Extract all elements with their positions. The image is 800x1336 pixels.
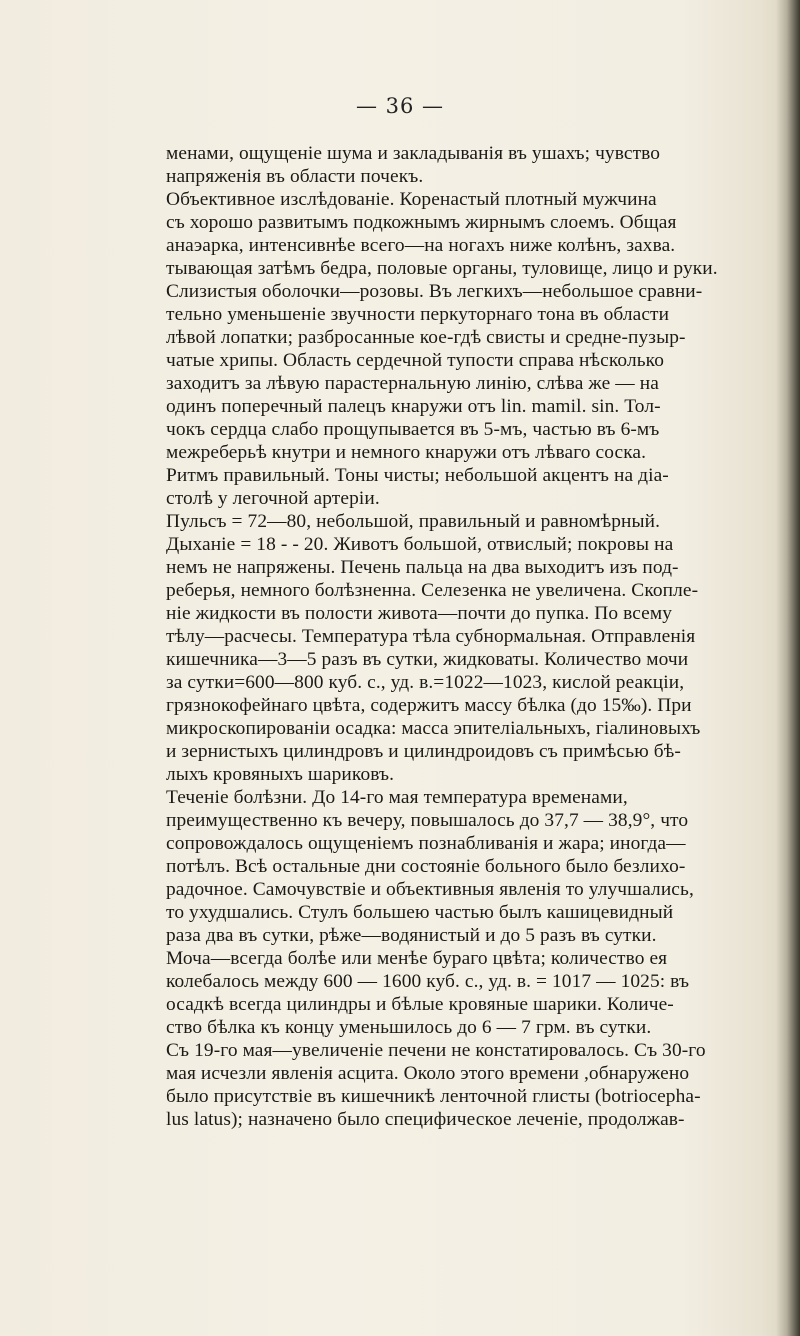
- text-line: реберья, немного болѣзненна. Селезенка не увеличена. Скопле-: [166, 580, 699, 601]
- text-line: чатые хрипы. Область сердечной тупости справа нѣсколько: [166, 350, 664, 371]
- text-line: и зернистыхъ цилиндровъ и цилиндроидовъ съ примѣсью бѣ-: [166, 741, 681, 762]
- text-line: осадкѣ всегда цилиндры и бѣлые кровяные шарики. Количе-: [166, 994, 674, 1015]
- text-line: межреберьѣ кнутри и немного кнаружи отъ лѣваго соска.: [166, 442, 647, 463]
- text-line: Пульсъ = 72—80, небольшой, правильный и равномѣрный.: [166, 511, 661, 532]
- text-line: потѣлъ. Всѣ остальные дни состояніе больного было безлихо-: [166, 856, 686, 877]
- text-line: Теченіе болѣзни. До 14-го мая температура временами,: [166, 787, 628, 808]
- text-line: радочное. Самочувствіе и объективныя явленія то улучшались,: [166, 879, 694, 900]
- text-line: Слизистыя оболочки—розовы. Въ легкихъ—небольшое сравни-: [166, 281, 703, 302]
- text-line: раза два въ сутки, рѣже—водянистый и до 5 разъ въ сутки.: [166, 925, 657, 946]
- text-line: напряженія въ области почекъ.: [166, 166, 424, 187]
- text-line: ніе жидкости въ полости живота—почти до пупка. По всему: [166, 603, 673, 624]
- text-line: менами, ощущеніе шума и закладыванія въ ушахъ; чувство: [166, 143, 661, 164]
- text-line: лѣвой лопатки; разбросанные кое-гдѣ свисты и средне-пузыр-: [166, 327, 686, 348]
- text-line: микроскопированіи осадка: масса эпителіальныхъ, гіалиновыхъ: [166, 718, 701, 739]
- text-line: Моча—всегда болѣе или менѣе бураго цвѣта; количество ея: [166, 948, 668, 969]
- text-line: столѣ у легочной артеріи.: [166, 488, 380, 509]
- text-line: Объективное изслѣдованіе. Коренастый плотный мужчина: [166, 189, 657, 210]
- text-line: грязнокофейнаго цвѣта, содержитъ массу бѣлка (до 15‰). При: [166, 695, 692, 716]
- text-line: колебалось между 600 — 1600 куб. с., уд. в. = 1017 — 1025: въ: [166, 971, 690, 992]
- text-line: было присутствіе въ кишечникѣ ленточной глисты (botriocepha-: [166, 1086, 701, 1107]
- text-line: одинъ поперечный палецъ кнаружи отъ lin. mamil. sin. Тол-: [166, 396, 661, 417]
- text-line: тельно уменьшеніе звучности перкуторнаго тона въ области: [166, 304, 670, 325]
- text-line: Ритмъ правильный. Тоны чисты; небольшой акцентъ на діа-: [166, 465, 669, 486]
- text-line: кишечника—3—5 разъ въ сутки, жидковаты. Количество мочи: [166, 649, 689, 670]
- text-line: тѣлу—расчесы. Температура тѣла субнормальная. Отправленія: [166, 626, 696, 647]
- text-line: немъ не напряжены. Печень пальца на два выходитъ изъ под-: [166, 557, 679, 578]
- text-line: заходитъ за лѣвую парастернальную линію, слѣва же — на: [166, 373, 659, 394]
- text-line: за сутки=600—800 куб. с., уд. в.=1022—1023, кислой реакціи,: [166, 672, 685, 693]
- text-line: анаэарка, интенсивнѣе всего—на ногахъ ниже колѣнъ, захва.: [166, 235, 676, 256]
- text-line: Дыханіе = 18 - - 20. Животъ большой, отвислый; покровы на: [166, 534, 674, 555]
- text-line: съ хорошо развитымъ подкожнымъ жирнымъ слоемъ. Общая: [166, 212, 677, 233]
- text-line: тывающая затѣмъ бедра, половые органы, туловище, лицо и руки.: [166, 258, 718, 279]
- text-line: чокъ сердца слабо прощупывается въ 5-мъ, частью въ 6-мъ: [166, 419, 660, 440]
- text-line: преимущественно къ вечеру, повышалось до 37,7 — 38,9°, что: [166, 810, 689, 831]
- page-number: — 36 —: [355, 94, 445, 118]
- page-edge-shadow: [776, 0, 800, 1336]
- text-line: сопровождалось ощущеніемъ познабливанія и жара; иногда—: [166, 833, 686, 854]
- text-line: lus latus); назначено было специфическое леченіе, продолжав-: [166, 1109, 685, 1130]
- text-line: Съ 19-го мая—увеличеніе печени не констатировалось. Съ 30-го: [166, 1040, 706, 1061]
- text-line: ство бѣлка къ концу уменьшилось до 6 — 7 грм. въ сутки.: [166, 1017, 652, 1038]
- text-line: то ухудшались. Стулъ большею частью былъ кашицевидный: [166, 902, 674, 923]
- text-line: лыхъ кровяныхъ шариковъ.: [166, 764, 395, 785]
- text-line: мая исчезли явленія асцита. Около этого времени ,обнаружено: [166, 1063, 690, 1084]
